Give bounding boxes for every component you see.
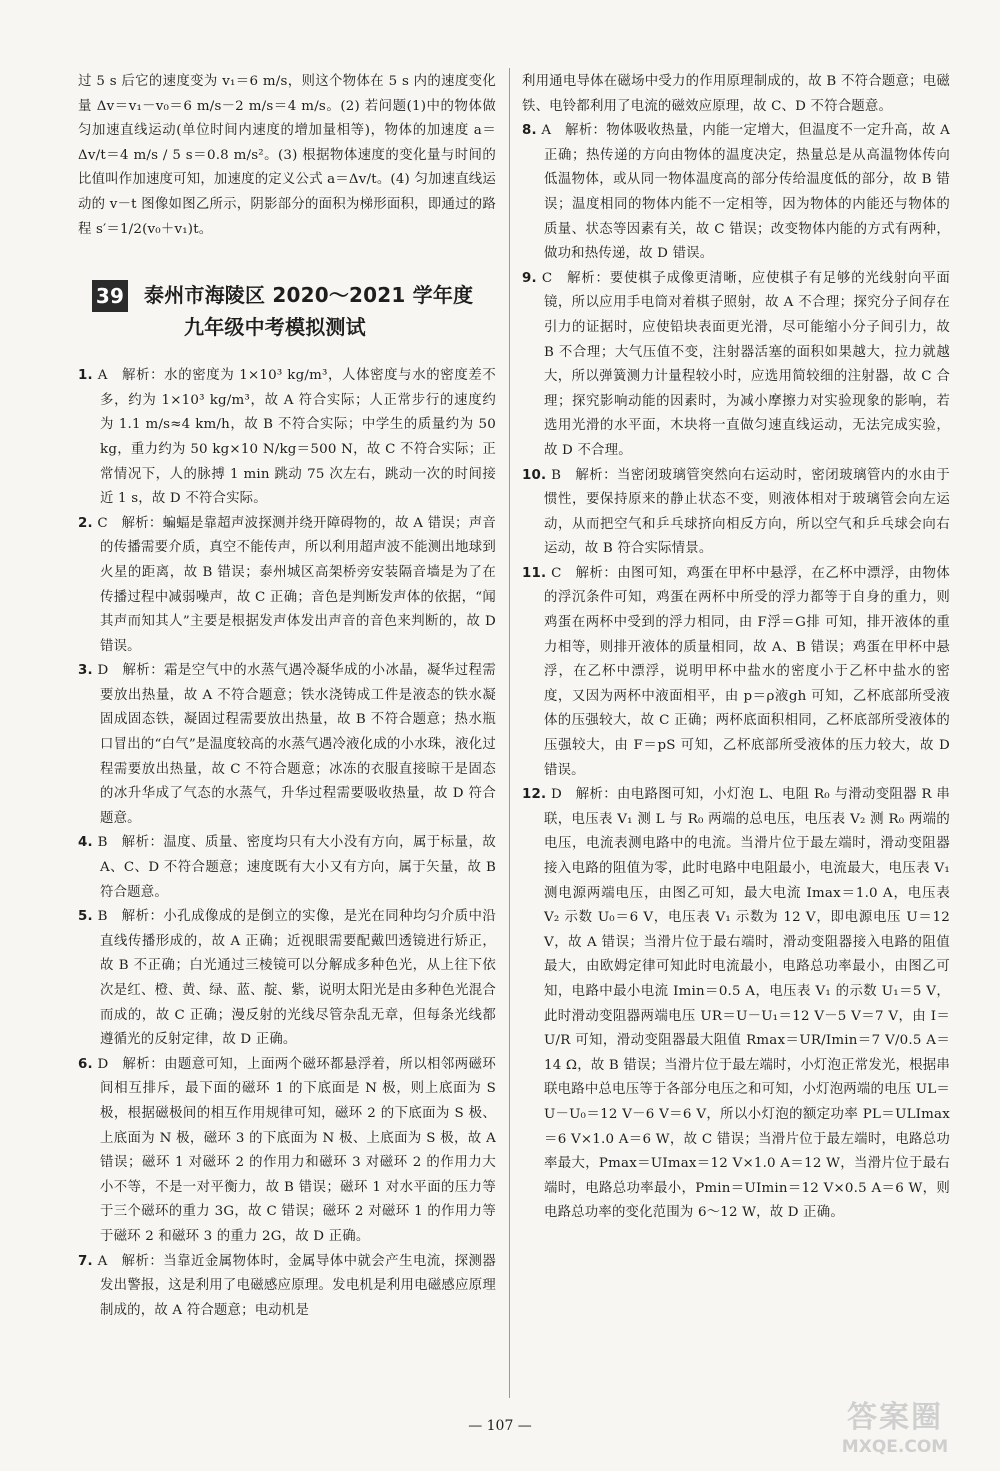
item-text: D 解析：由电路图可知，小灯泡 L、电阻 R₀ 与滑动变阻器 R 串联，电压表 V₁ 测 L 与 R₀ 两端的总电压，电压表 V₂ 测 R₀ 两端的电压，电流表测电路中的电流。当滑片位于最左端时，滑动变阻器接入电路的阻值为零，此时电路中电阻最小，电流最大，电压表 V₁ 测电源两端电压，由图乙可知，最大电流 Imax＝1.0 A，电压表 V₂ 示数 U₀＝6 V，电压表 V₁ 示数为 12 V，即电源电压 U＝12 V，故 A 错误；当滑片位于最右端时，滑动变阻器接入电路的阻值最大，由欧姆定律可知此时电流最小，电路总功率最小，由图乙可知，电路中最小电流 Imin＝0.5 A，电压表 V₁ 的示数 U₁＝5 V，此时滑动变阻器两端电压 UR＝U－U₁＝12 V－5 V＝7 V，由 I＝U/R 可知，滑动变阻器最大阻值 Rmax＝UR/Imin＝7 V/0.5 A＝14 Ω，故 B 错误；当滑片位于最左端时，小灯泡正常发光，根据串联电路中总电压等于各部分电压之和可知，小灯泡两端的电压 UL＝U－U₀＝12 V－6 V＝6 V，所以小灯泡的额定功率 PL＝ULImax＝6 V×1.0 A＝6 W，故 C 错误；当滑片位于最左端时，电路总功率最大，Pmax＝UImax＝12 V×1.0 A＝12 W，当滑片位于最右端时，电路总功率最小，Pmin＝UImin＝12 V×0.5 A＝6 W，则电路总功率的变化范围为 6～12 W，故 D 正确。 (544, 787, 950, 1221)
item-number: 5. (78, 909, 93, 925)
answer-item-12 (522, 783, 950, 1226)
answer-item-8 (522, 119, 950, 267)
item-number: 11. (522, 565, 547, 581)
item-number: 8. (522, 123, 537, 139)
item-text: A 解析：当靠近金属物体时，金属导体中就会产生电流，探测器发出警报，这是利用了电磁感应原理。发电机是利用电磁感应原理制成的，故 A 符合题意；电动机是 (97, 1253, 496, 1318)
item-number: 6. (78, 1056, 93, 1072)
answer-item-6 (78, 1053, 496, 1250)
page-number: — 107 — (468, 1418, 532, 1434)
answer-item-9 (522, 267, 950, 464)
answer-item-4 (78, 831, 496, 905)
item-text: D 解析：由题意可知，上面两个磁环都悬浮着，所以相邻两磁环间相互排斥，最下面的磁环 1 的下底面是 N 极，则上底面为 S 极，根据磁极间的相互作用规律可知，磁环 2 的下底面为 S 极、上底面为 N 极，磁环 3 的下底面为 N 极、上底面为 S 极，故 A 错误；磁环 1 对磁环 2 的作用力和磁环 3 对磁环 2 的作用力大小不等，不是一对平衡力，故 B 错误；磁环 1 对水平面的压力等于三个磁环的重力 3G，故 C 错误；磁环 2 对磁环 1 的作用力等于磁环 2 和磁环 3 的重力 2G，故 D 正确。 (97, 1056, 496, 1244)
item-number: 10. (522, 467, 547, 483)
answer-item-1 (78, 364, 496, 512)
item-text: B 解析：小孔成像成的是倒立的实像，是光在同种均匀介质中沿直线传播形成的，故 A 正确；近视眼需要配戴凹透镜进行矫正，故 B 不正确；白光通过三棱镜可以分解成多种色光，从上往下依次是红、橙、黄、绿、蓝、靛、紫，说明太阳光是由多种色光混合而成的，故 C 正确；漫反射的光线尽管杂乱无章，但每条光线都遵循光的反射定律，故 D 正确。 (97, 909, 496, 1048)
item-text: A 解析：水的密度为 1×10³ kg/m³，人体密度与水的密度差不多，约为 1×10³ kg/m³，故 A 符合实际；人正常步行的速度约为 1.1 m/s≈4 km/h，故 B 不符合实际；中学生的质量约为 50 kg，重力约为 50 kg×10 N/kg＝500 N，故 C 不符合实际；正常情况下，人的脉搏 1 min 跳动 75 次左右，跳动一次的时间接近 1 s，故 D 不符合实际。 (97, 368, 496, 507)
item-text: C 解析：蝙蝠是靠超声波探测并绕开障碍物的，故 A 错误；声音的传播需要介质，真空不能传声，所以利用超声波不能测出地球到火星的距离，故 B 错误；泰州城区高架桥旁安装隔音墙是为了在传播过程中减弱噪声，故 C 正确；音色是判断发声体的依据，“闻其声而知其人”主要是根据发声体发出声音的音色来判断的，故 D 错误。 (97, 515, 496, 654)
answer-item-7 (78, 1250, 496, 1324)
section-title-line2: 九年级中考模拟测试 (184, 315, 366, 340)
item-number: 12. (522, 787, 547, 803)
item-text: D 解析：霜是空气中的水蒸气遇冷凝华成的小冰晶，凝华过程需要放出热量，故 A 不符合题意；铁水浇铸成工件是液态的铁水凝固成固态铁，凝固过程需要放出热量，故 B 不符合题意；热水瓶口冒出的“白气”是温度较高的水蒸气遇冷液化成的小水珠，液化过程需要放出热量，故 C 不符合题意；冰冻的衣服直接晾干是固态的冰升华成了气态的水蒸气，升华过程需要吸收热量，故 D 符合题意。 (97, 663, 496, 826)
watermark-logo (800, 1400, 990, 1464)
answer-item-11 (522, 562, 950, 783)
item-text: A 解析：物体吸收热量，内能一定增大，但温度不一定升高，故 A 正确；热传递的方向由物体的温度决定，热量总是从高温物体传向低温物体，或从同一物体温度高的部分传给温度低的部分，故 B 错误；温度相同的物体内能不一定相等，因为物体的内能还与物体的质量、状态等因素有关，故 C 错误；改变物体内能的方式有两种，做功和热传递，故 D 错误。 (541, 123, 950, 262)
item-number: 4. (78, 835, 93, 851)
section-number-badge: 39 (92, 280, 128, 312)
answer-item-3 (78, 659, 496, 831)
item-number: 9. (522, 270, 537, 286)
continued-paragraph: 利用通电导体在磁场中受力的作用原理制成的，故 B 不符合题意；电磁铁、电铃都利用了电流的磁效应原理，故 C、D 不符合题意。 (522, 74, 950, 114)
answer-item-10 (522, 464, 950, 562)
column-divider (509, 68, 510, 1398)
item-text: C 解析：要使棋子成像更清晰，应使棋子有足够的光线射向平面镜，所以应用手电筒对着棋子照射，故 A 不合理；探究分子间存在引力的证据时，应使铅块表面更光滑，尽可能缩小分子间引力，故 B 不合理；大气压值不变，注射器活塞的面积如果越大，拉力就越大，所以弹簧测力计量程较小时，应选用简较细的注射器，故 C 合理；探究影响动能的因素时，为减小摩擦力对实验现象的影响，若选用光滑的水平面，木块将一直做匀速直线运动，无法完成实验，故 D 不合理。 (541, 270, 950, 458)
item-text: C 解析：由图可知，鸡蛋在甲杯中悬浮，在乙杯中漂浮，由物体的浮沉条件可知，鸡蛋在两杯中所受的浮力都等于自身的重力，则鸡蛋在两杯中受到的浮力相同，由 F浮＝G排 可知，排开液体的重力相等，则排开液体的质量相同，故 A、B 错误；鸡蛋在甲杯中悬浮，在乙杯中漂浮，说明甲杯中盐水的密度小于乙杯中盐水的密度，又因为两杯中液面相平，由 p＝ρ液gh 可知，乙杯底部所受液体的压强较大，故 C 正确；两杯底面积相同，乙杯底部所受液体的压强较大，由 F＝pS 可知，乙杯底部所受液体的压力较大，故 D 错误。 (544, 565, 950, 778)
item-text: B 解析：当密闭玻璃管突然向右运动时，密闭玻璃管内的水由于惯性，要保持原来的静止状态不变，则液体相对于玻璃管会向左运动，从而把空气和乒乓球挤向相反方向，所以空气和乒乓球会向右运动，故 B 符合实际情景。 (544, 467, 950, 557)
section-header (92, 272, 496, 342)
item-number: 1. (78, 368, 93, 384)
left-column (78, 70, 496, 1323)
watermark-logo-text: 答案圈 (847, 1400, 943, 1435)
answer-item-2 (78, 512, 496, 660)
item-text: B 解析：温度、质量、密度均只有大小没有方向，属于标量，故 A、C、D 不符合题意；速度既有大小又有方向，属于矢量，故 B 符合题意。 (97, 835, 496, 900)
section-title-line1: 泰州市海陵区 2020～2021 学年度 (144, 283, 474, 308)
intro-paragraph: 过 5 s 后它的速度变为 v₁＝6 m/s，则这个物体在 5 s 内的速度变化量 Δv＝v₁－v₀＝6 m/s－2 m/s＝4 m/s。(2) 若问题(1)中的物体做匀加速直线运动(单位时间内速度的增加量相等)，物体的加速度 a＝Δv/t＝4 m/s / 5 s＝0.8 m/s²。(3) 根据物体速度的变化量与时间的比值叫作加速度可知，加速度的定义公式 a＝Δv/t。(4) 匀加速直线运动的 v－t 图像如图乙所示，阴影部分的面积为梯形面积，即通过的路程 s′＝1/2(v₀＋v₁)t。 (78, 74, 496, 237)
item-number: 3. (78, 663, 93, 679)
right-column (522, 70, 950, 1226)
item-number: 2. (78, 515, 93, 531)
watermark-url: MXQE.COM (841, 1437, 949, 1457)
item-number: 7. (78, 1253, 93, 1269)
answer-item-5 (78, 905, 496, 1053)
